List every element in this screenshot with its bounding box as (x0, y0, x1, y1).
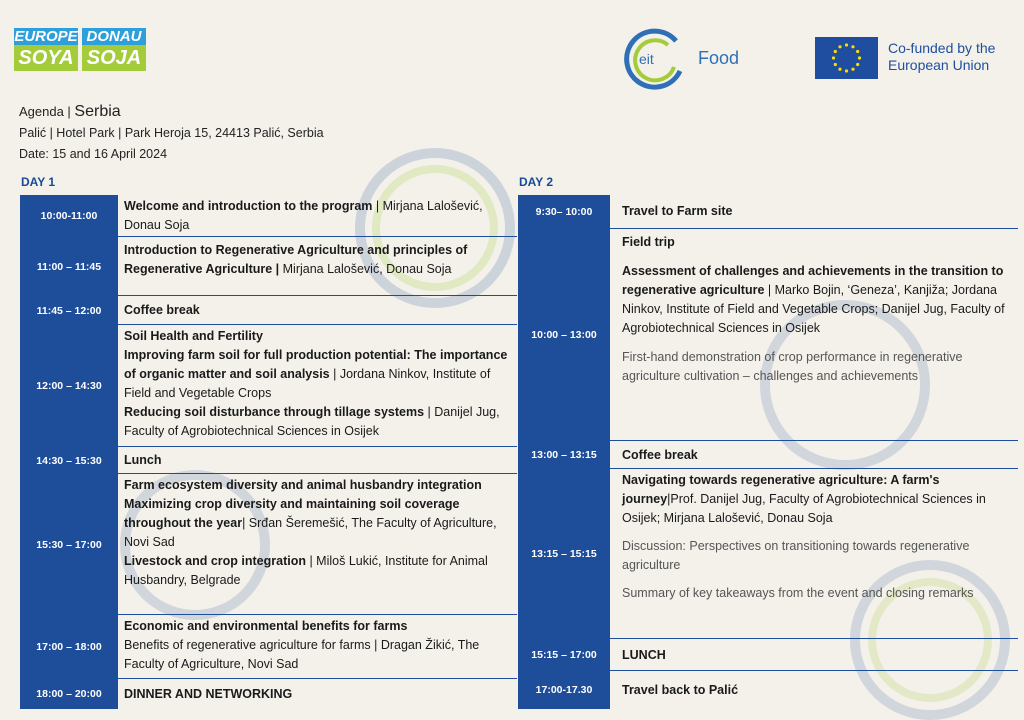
session-cell: DINNER AND NETWORKING (124, 686, 293, 701)
table-row (518, 638, 1018, 671)
day2-agenda-table (518, 195, 1018, 708)
time-cell: 11:45 – 12:00 (20, 296, 118, 325)
eu-cofunded-text: Co-funded by the European Union (888, 40, 996, 73)
table-row (518, 228, 1018, 441)
time-cell: 9:30– 10:00 (518, 195, 610, 228)
session-cell: LUNCH (622, 647, 666, 662)
session-cell: Field trip Assessment of challenges and achievements in the transition to regenerative agriculture | Marko Bojin, ‘Geneza’, Kanjiža; Jordana Ninkov, Institute of Field and Vegetable Crops; Danijel Jug, Faculty of Agrobiotechnical Sciences in Osijek First-hand demonstration of crop performance in regenerative agriculture cultivation – challenges and achievements (622, 235, 1005, 383)
day2-label: DAY 2 (519, 175, 554, 189)
time-cell: 17:00 – 18:00 (20, 615, 118, 679)
donau-soja-logo: DONAU SOJA (82, 28, 146, 71)
venue-line: Palić | Hotel Park | Park Heroja 15, 24413 Palić, Serbia (19, 126, 324, 140)
table-row (20, 473, 517, 615)
session-cell: Farm ecosystem diversity and animal husbandry integration Maximizing crop diversity and maintaining soil coverage throughout the year| Srđan Šeremešić, The Faculty of Agriculture, Novi Sad Livestock and crop integration | Miloš Lukić, Institute for Animal Husbandry, Belgrade (124, 478, 497, 587)
europe-soya-logo: EUROPE SOYA (14, 28, 78, 69)
table-row (20, 236, 517, 296)
table-row (518, 195, 1018, 228)
time-cell: 13:00 – 13:15 (518, 441, 610, 469)
session-cell: Welcome and introduction to the program | Mirjana Lalošević, Donau Soja (124, 199, 483, 232)
session-cell: Travel back to Palić (622, 682, 739, 697)
time-cell: 10:00 – 13:00 (518, 229, 610, 441)
agenda-title: Agenda | Serbia (19, 103, 121, 120)
time-cell: 12:00 – 14:30 (20, 325, 118, 447)
table-row (20, 295, 517, 325)
eu-cofunded-logo (815, 37, 1015, 83)
time-cell: 18:00 – 20:00 (20, 679, 118, 709)
table-row (20, 614, 517, 679)
table-row (20, 324, 517, 447)
time-cell: 17:00-17.30 (518, 671, 610, 709)
table-row (20, 195, 517, 236)
time-cell: 15:30 – 17:00 (20, 474, 118, 615)
session-cell: Travel to Farm site (622, 204, 733, 218)
table-row (518, 468, 1018, 639)
session-cell: Economic and environmental benefits for farms Benefits of regenerative agriculture for farms | Dragan Žikić, The Faculty of Agriculture, Novi Sad (124, 619, 480, 671)
time-cell: 15:15 – 17:00 (518, 639, 610, 671)
eit-food-logo: eit Food (622, 27, 762, 91)
eit-logo-icon (622, 27, 688, 91)
session-cell: Coffee break (622, 447, 698, 462)
day1-label: DAY 1 (21, 175, 56, 189)
table-row (518, 440, 1018, 469)
table-row (518, 670, 1018, 709)
eu-flag-icon (815, 37, 878, 79)
table-row (20, 678, 517, 709)
europe-soya-donau-soja-logo (14, 28, 146, 90)
session-cell: Lunch (124, 453, 162, 467)
svg-text:eit: eit (639, 51, 654, 67)
session-cell: Introduction to Regenerative Agriculture and principles of Regenerative Agriculture | Mirjana Lalošević, Donau Soja (124, 243, 468, 276)
date-line: Date: 15 and 16 April 2024 (19, 147, 168, 161)
session-cell: Coffee break (124, 303, 200, 317)
session-cell: Soil Health and Fertility Improving farm soil for full production potential: The importance of organic matter and soil analysis | Jordana Ninkov, Institute of Field and Vegetable Crops Reducing soil disturbance through tillage systems | Danijel Jug, Faculty of Agrobiotechnical Sciences in Osijek (124, 329, 508, 438)
session-cell: Navigating towards regenerative agriculture: A farm's journey|Prof. Danijel Jug, Faculty of Agrobiotechnical Sciences in Osijek; Mirjana Lalošević, Donau Soja Discussion: Perspectives on transitioning towards regenerative agriculture Summary of key takeaways from the event and closing remarks (622, 473, 986, 600)
time-cell: 14:30 – 15:30 (20, 447, 118, 474)
time-cell: 10:00-11:00 (20, 195, 118, 236)
table-row (20, 446, 517, 474)
time-cell: 13:15 – 15:15 (518, 469, 610, 639)
time-cell: 11:00 – 11:45 (20, 237, 118, 296)
day1-agenda-table (20, 195, 517, 708)
